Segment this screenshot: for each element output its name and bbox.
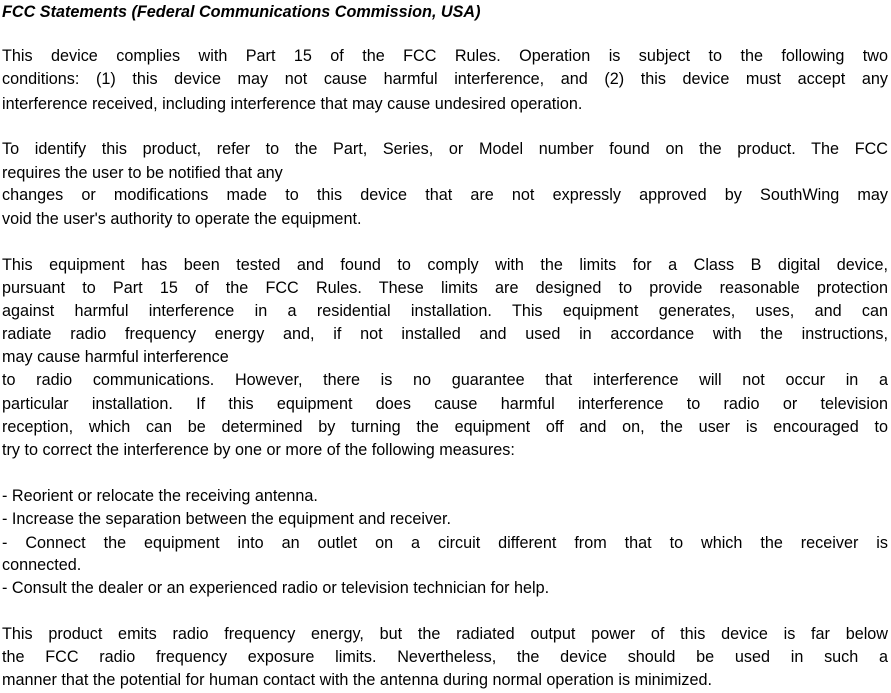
paragraph-line: the FCC radio frequency exposure limits. Nevertheless, the device should be used in such a — [2, 648, 888, 666]
paragraph-line: requires the user to be notified that any — [2, 164, 283, 182]
paragraph-line: try to correct the interference by one or more of the following measures: — [2, 441, 515, 459]
paragraph-line: particular installation. If this equipment does cause harmful interference to radio or television — [2, 395, 888, 413]
paragraph-line: to radio communications. However, there is no guarantee that interference will not occur in a — [2, 371, 888, 389]
measure-item: - Consult the dealer or an experienced radio or television technician for help. — [2, 579, 550, 597]
paragraph-line: manner that the potential for human contact with the antenna during normal operation is minimized. — [2, 671, 712, 689]
paragraph-line: reception, which can be determined by turning the equipment off and on, the user is encouraged to — [2, 418, 888, 436]
measure-item: - Connect the equipment into an outlet on a circuit different from that to which the receiver is — [2, 534, 888, 552]
paragraph-line: To identify this product, refer to the Part, Series, or Model number found on the product. The FCC — [2, 140, 888, 158]
paragraph-line: This equipment has been tested and found to comply with the limits for a Class B digital device, — [2, 256, 888, 274]
paragraph-line: radiate radio frequency energy and, if not installed and used in accordance with the instructions, — [2, 325, 888, 343]
paragraph-line: may cause harmful interference — [2, 348, 229, 366]
paragraph-line: void the user's authority to operate the equipment. — [2, 210, 362, 228]
measure-item: - Increase the separation between the equipment and receiver. — [2, 510, 452, 528]
paragraph-line: changes or modifications made to this device that are not expressly approved by SouthWing may — [2, 186, 888, 204]
paragraph-line: conditions: (1) this device may not cause harmful interference, and (2) this device must accept any — [2, 70, 888, 88]
paragraph-line: pursuant to Part 15 of the FCC Rules. These limits are designed to provide reasonable protection — [2, 279, 888, 297]
measure-item-continuation: connected. — [2, 556, 82, 574]
paragraph-line: This product emits radio frequency energy, but the radiated output power of this device is far below — [2, 625, 888, 643]
document-title: FCC Statements (Federal Communications Commission, USA) — [2, 3, 481, 21]
paragraph-line: interference received, including interference that may cause undesired operation. — [2, 95, 583, 113]
measure-item: - Reorient or relocate the receiving antenna. — [2, 487, 318, 505]
paragraph-line: against harmful interference in a residential installation. This equipment generates, uses, and can — [2, 302, 888, 320]
paragraph-line: This device complies with Part 15 of the FCC Rules. Operation is subject to the following two — [2, 47, 888, 65]
